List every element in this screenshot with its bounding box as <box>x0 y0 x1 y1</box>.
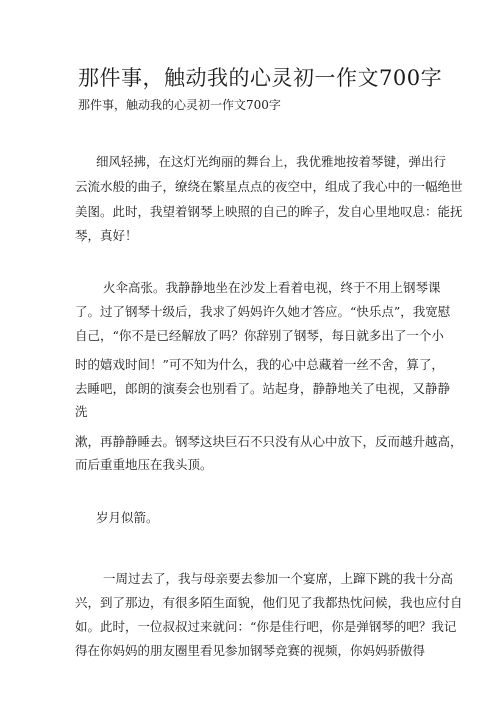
text-line: 漱，再静静睡去。钢琴这块巨石不只没有从心中放下，反而越升越高， <box>75 434 463 449</box>
text-line: 琴，真好！ <box>75 228 138 243</box>
text-line: 得在你妈妈的朋友圈里看见参加钢琴竞赛的视频，你妈妈骄傲得 <box>75 643 426 658</box>
text-line: 时的嬉戏时间！”可不知为什么，我的心中总藏着一丝不舍，算了， <box>75 357 444 372</box>
document-subtitle: 那件事，触动我的心灵初一作文700字 <box>78 98 281 112</box>
text-line: 洗 <box>75 404 88 419</box>
text-line: 岁月似箭。 <box>96 510 159 525</box>
text-line: 兴，到了那边，有很多陌生面貌，他们见了我都热忱问候，我也应付自 <box>75 595 463 610</box>
text-line: 云流水般的曲子，缭绕在繁星点点的夜空中，组成了我心中的一幅绝世 <box>75 179 463 194</box>
text-line: 一周过去了，我与母亲要去参加一个宴席，上蹿下跳的我十分高 <box>103 571 454 586</box>
text-line: 细风轻拂，在这灯光绚丽的舞台上，我优雅地按着琴键，弹出行 <box>96 154 447 169</box>
text-line: 了。过了钢琴十级后，我求了妈妈许久她才答应。“快乐点”，我宽慰 <box>75 304 451 319</box>
text-line: 美图。此时，我望着钢琴上映照的自己的眸子，发自心里地叹息：能抚 <box>75 204 463 219</box>
text-line: 而后重重地压在我头顶。 <box>75 457 213 472</box>
text-line: 如。此时，一位叔叔过来就问：“你是佳行吧，你是弹钢琴的吧？我记 <box>75 619 457 634</box>
text-line: 火伞高张。我静静地坐在沙发上看着电视，终于不用上钢琴课 <box>103 280 441 295</box>
document-title: 那件事，触动我的心灵初一作文700字 <box>78 66 443 90</box>
text-line: 自己，“你不是已经解放了吗？你辞别了钢琴，每日就多出了一个小 <box>75 328 444 343</box>
text-line: 去睡吧，郎朗的演奏会也别看了。站起身，静静地关了电视，又静静 <box>75 381 451 396</box>
